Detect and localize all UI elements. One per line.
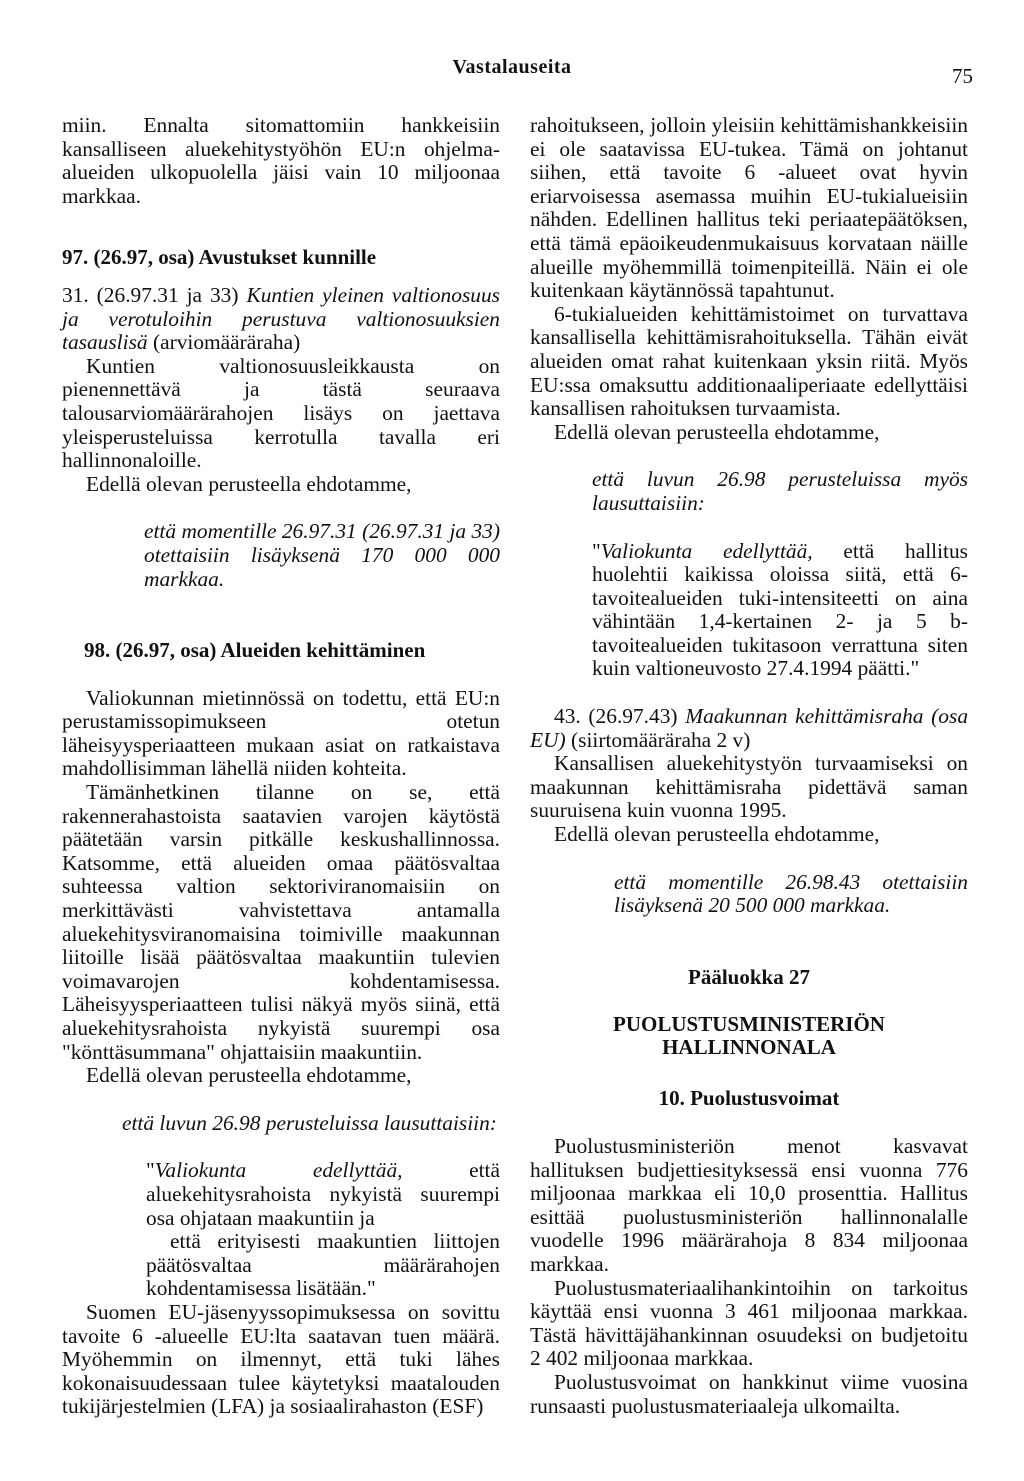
paragraph: Tämänhetkinen tilanne on se, että rakennerahastoista saatavien varojen käytöstä päätetään varsin pitkälle keskushallinnossa. Katsomme, että alueiden omaa päätösvaltaa suhteessa valtion sektoriviranomaisiin on merkittävästi vahvistettava antamalla aluekehitysviranomaisina toimiville maakunnan liitoille lisää päätösvaltaa maakuntiin tulevien voimavarojen kohdentamisessa. Läheisyysperiaatteen tulisi näkyä myös siinä, että aluekehitysrahoista nykyistä suurempi osa "könttäsummana" ohjattaisiin maakuntiin. — [62, 780, 500, 1064]
paragraph: Kansallisen aluekehitystyön turvaamiseksi on maakunnan kehittämisraha pidettävä saman suuruisena kuin vuonna 1995. — [530, 751, 968, 823]
item-number: 31. (26.97.31 ja 33) — [62, 282, 239, 307]
quote: että erityisesti maakuntien liittojen päätösvaltaa määrärahojen kohdentamisessa lisätään." — [146, 1229, 500, 1301]
ministry-heading: PUOLUSTUSMINISTERIÖN HALLINNONALA — [613, 1012, 885, 1060]
running-header: Vastalauseita — [452, 56, 572, 78]
paragraph: Suomen EU-jäsenyyssopimuksessa on sovittu tavoite 6 -alueelle EU:lta saatavan tuen määrä. Myöhemmin on ilmennyt, että tuki lähes kokonaisuudessaan tulee käytetyksi maatalouden tukijärjestelmien (LFA) ja sosiaalirahaston (ESF) — [62, 1299, 500, 1419]
proposal: että momentille 26.98.43 otettaisiin lisäyksenä 20 500 000 markkaa. — [614, 869, 968, 918]
paragraph: Edellä olevan perusteella ehdotamme, — [86, 1063, 412, 1088]
paragraph: 6-tukialueiden kehittämistoimet on turvattava kansallisella kehittämisrahoituksella. Tähän eivät alueiden omat rahat kuitenkaan yksin riitä. Myös EU:ssa omaksuttu additionaaliperiaate edellyttäisi kansallisen rahoituksen turvaamista. — [530, 301, 968, 421]
paragraph: Edellä olevan perusteella ehdotamme, — [554, 419, 880, 444]
quote: "Valiokunta edellyttää, että hallitus huolehtii kaikissa oloissa siitä, että 6-tavoitealueiden tuki-intensiteetti on aina vähintään 1,4-kertainen 2- ja 5 b-tavoitealueiden tukitasoon verrattuna siten kuin valtioneuvosto 27.4.1994 päätti." — [592, 538, 968, 681]
item-title: Kuntien yleinen valtionosuus ja verotuloihin perustuva valtionosuuksien tasauslisä — [62, 282, 500, 355]
paragraph: Valiokunnan mietinnössä on todettu, että EU:n perustamissopimukseen otetun läheisyysperiaatteen mukaan asiat on ratkaistava mahdollisimman lähellä niiden kohteita. — [62, 685, 500, 781]
subsection-heading: 10. Puolustusvoimat — [658, 1086, 840, 1111]
main-class-heading: Pääluokka 27 — [688, 964, 810, 989]
page-number: 75 — [952, 64, 973, 88]
quote: "Valiokunta edellyttää, että aluekehitysrahoista nykyistä suurempi osa ohjataan maakuntiin ja — [146, 1158, 500, 1230]
proposal: että luvun 26.98 perusteluissa myös lausuttaisiin: — [592, 467, 968, 515]
paragraph: Kuntien valtionosuusleikkausta on pienennettävä ja tästä seuraava talousarviomäärärahojen lisäys on jaettava yleisperusteluissa kerrotulla tavalla eri hallinnonaloille. — [62, 353, 500, 473]
paragraph: 43. (26.97.43) Maakunnan kehittämisraha (osa EU) (siirtomääräraha 2 v) — [530, 704, 969, 752]
item-type: (arviomääräraha) — [152, 330, 301, 355]
paragraph: Edellä olevan perusteella ehdotamme, — [86, 471, 412, 496]
right-column — [530, 114, 968, 1418]
section-heading-98: 98. (26.97, osa) Alueiden kehittäminen — [84, 638, 426, 663]
paragraph: Puolustusmateriaalihankintoihin on tarkoitus käyttää ensi vuonna 3 461 miljoonaa markkaa. Tästä hävittäjähankinnan osuudeksi on budjetoitu 2 402 miljoonaa markkaa. — [530, 1275, 968, 1371]
proposal: että momentille 26.97.31 (26.97.31 ja 33) otettaisiin lisäyksenä 170 000 000 markkaa. — [144, 519, 500, 591]
paragraph: miin. Ennalta sitomattomiin hankkeisiin kansalliseen aluekehitystyöhön EU:n ohjelma-alueiden ulkopuolella jäisi vain 10 miljoonaa markkaa. — [62, 113, 500, 208]
paragraph: rahoitukseen, jolloin yleisiin kehittämishankkeisiin ei ole saatavissa EU-tukea. Tämä on johtanut siihen, että tavoite 6 -alueet ovat hyvin eriarvoisessa asemassa muihin EU-tukialueisiin nähden. Edellinen hallitus teki periaatepäätöksen, että tämä epäoikeudenmukaisuus korvataan näille alueille myöhemmillä toimenpiteillä. Näin ei ole kuitenkaan käytännössä tapahtunut. — [530, 113, 968, 303]
proposal: että luvun 26.98 perusteluissa lausuttaisiin: — [122, 1110, 497, 1135]
paragraph: Puolustusvoimat on hankkinut viime vuosina runsaasti puolustusmateriaaleja ulkomailta. — [530, 1369, 968, 1418]
paragraph: Puolustusministeriön menot kasvavat hallituksen budjettiesityksessä ensi vuonna 776 miljoonaa markkaa eli 10,0 prosenttia. Hallitus esittää puolustusministeriön hallinnonalalle vuodelle 1996 määrärahoja 8 834 miljoonaa markkaa. — [530, 1134, 968, 1276]
paragraph: Edellä olevan perusteella ehdotamme, — [554, 822, 880, 847]
paragraph — [62, 284, 500, 355]
left-column — [62, 114, 500, 1419]
section-heading-97: 97. (26.97, osa) Avustukset kunnille — [62, 245, 377, 270]
